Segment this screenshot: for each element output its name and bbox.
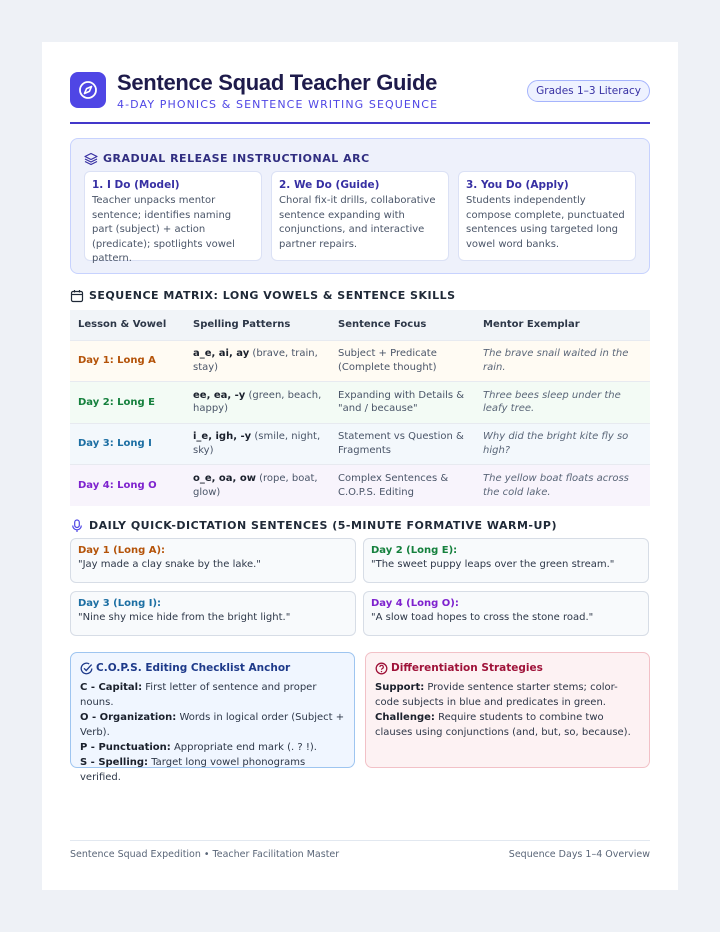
- focus-cell: Expanding with Details & "and / because": [330, 382, 475, 424]
- differentiation-challenge: [375, 710, 640, 740]
- pattern-letters: a_e, ai, ay: [193, 348, 250, 360]
- differentiation-text: Require students to combine two clauses using conjunctions (and, but, so, because).: [375, 712, 631, 738]
- cops-item-spelling: [80, 755, 345, 785]
- arc-heading-text: GRADUAL RELEASE INSTRUCTIONAL ARC: [103, 152, 370, 165]
- differentiation-support: [375, 680, 640, 710]
- table-row: [70, 340, 650, 382]
- patterns-cell: [185, 382, 330, 424]
- lesson-cell: Day 4: Long O: [70, 465, 185, 507]
- cops-text: First letter of sentence and proper nouns.: [80, 682, 317, 708]
- matrix-body: [70, 340, 650, 506]
- page: [42, 42, 678, 890]
- lesson-cell: Day 1: Long A: [70, 340, 185, 382]
- page-subtitle: 4-DAY PHONICS & SENTENCE WRITING SEQUENCE: [117, 98, 439, 111]
- differentiation-title: Differentiation Strategies: [391, 662, 543, 674]
- cops-title-row: [80, 661, 345, 677]
- cops-item-organization: [80, 710, 345, 740]
- dictation-day-label: Day 3 (Long I):: [78, 598, 162, 609]
- dictation-sentence: "The sweet puppy leaps over the green stream.": [371, 559, 615, 570]
- grade-badge: Grades 1–3 Literacy: [527, 80, 650, 102]
- table-row: [70, 382, 650, 424]
- differentiation-card: [365, 652, 650, 768]
- differentiation-term: Challenge:: [375, 712, 435, 723]
- pattern-letters: i_e, igh, -y: [193, 431, 252, 443]
- pattern-examples: (brave, train, stay): [193, 348, 318, 373]
- table-row: [70, 423, 650, 465]
- cops-item-punctuation: [80, 740, 345, 755]
- pattern-examples: (smile, night, sky): [193, 431, 321, 456]
- pattern-examples: (rope, boat, glow): [193, 473, 318, 498]
- column-header: Mentor Exemplar: [475, 310, 650, 340]
- dictation-heading-text: DAILY QUICK-DICTATION SENTENCES (5-MINUTE FORMATIVE WARM-UP): [89, 519, 558, 532]
- cops-text: Target long vowel phonograms verified.: [80, 757, 306, 783]
- compass-logo: [70, 72, 106, 108]
- differentiation-text: Provide sentence starter stems; color-code subjects in blue and predicates in green.: [375, 682, 618, 708]
- page-title: Sentence Squad Teacher Guide: [117, 70, 438, 95]
- arc-card-body: Students independently compose complete, punctuated sentences using targeted long vowel word banks.: [466, 195, 625, 250]
- cops-text: Words in logical order (Subject + Verb).: [80, 712, 345, 738]
- matrix-heading: [70, 288, 650, 304]
- dictation-heading: [70, 518, 650, 534]
- exemplar-cell: The brave snail waited in the rain.: [475, 340, 650, 382]
- lesson-cell: Day 2: Long E: [70, 382, 185, 424]
- column-header: Sentence Focus: [330, 310, 475, 340]
- dictation-card: [363, 538, 649, 583]
- dictation-day-label: Day 1 (Long A):: [78, 545, 166, 556]
- focus-cell: Complex Sentences & C.O.P.S. Editing: [330, 465, 475, 507]
- header: [70, 70, 650, 124]
- check-circle-icon: [80, 662, 93, 675]
- arc-card-body: Choral fix-it drills, collaborative sentence expanding with conjunctions, and interactive partner repairs.: [279, 195, 436, 250]
- cops-title: C.O.P.S. Editing Checklist Anchor: [96, 662, 291, 674]
- pattern-examples: (green, beach, happy): [193, 389, 322, 415]
- calendar-icon: [70, 289, 84, 303]
- table-header-row: [70, 310, 650, 340]
- differentiation-title-row: [375, 661, 640, 677]
- footer: [70, 840, 650, 860]
- patterns-cell: [185, 423, 330, 465]
- focus-cell: Statement vs Question & Fragments: [330, 423, 475, 465]
- exemplar-cell: Three bees sleep under the leafy tree.: [475, 382, 650, 424]
- arc-card-title: 1. I Do (Model): [92, 179, 180, 191]
- pattern-letters: o_e, oa, ow: [193, 473, 256, 484]
- dictation-sentence: "A slow toad hopes to cross the stone road.": [371, 612, 594, 623]
- arc-card-you-do: [458, 171, 636, 261]
- dictation-card: [70, 538, 356, 583]
- cops-checklist-card: [70, 652, 355, 783]
- dictation-sentence: "Jay made a clay snake by the lake.": [78, 559, 261, 570]
- patterns-cell: [185, 340, 330, 382]
- microphone-icon: [70, 519, 84, 533]
- dictation-card: [70, 591, 356, 636]
- arc-heading: [84, 151, 624, 167]
- column-header: Lesson & Vowel: [70, 310, 185, 340]
- arc-card-title: 3. You Do (Apply): [466, 179, 569, 191]
- arc-card-body: Teacher unpacks mentor sentence; identifies naming part (subject) + action (predicate); spotlights vowel pattern.: [92, 195, 235, 264]
- exemplar-cell: Why did the bright kite fly so high?: [475, 423, 650, 465]
- pattern-letters: ee, ea, -y: [193, 389, 246, 401]
- exemplar-cell: The yellow boat floats across the cold lake.: [475, 465, 650, 507]
- dictation-card: [363, 591, 649, 636]
- dictation-sentence: "Nine shy mice hide from the bright light.": [78, 612, 291, 623]
- help-circle-icon: [375, 662, 388, 675]
- cops-term: S - Spelling:: [80, 757, 149, 768]
- cops-term: C - Capital:: [80, 682, 143, 693]
- arc-card-i-do: [84, 171, 262, 264]
- instructional-arc-panel: [70, 138, 650, 274]
- focus-cell: Subject + Predicate (Complete thought): [330, 340, 475, 382]
- cops-term: P - Punctuation:: [80, 742, 171, 753]
- dictation-day-label: Day 2 (Long E):: [371, 545, 458, 556]
- cops-item-capital: [80, 680, 345, 710]
- cops-term: O - Organization:: [80, 712, 177, 723]
- patterns-cell: [185, 465, 330, 507]
- arc-card-title: 2. We Do (Guide): [279, 179, 380, 191]
- table-row: [70, 465, 650, 507]
- column-header: Spelling Patterns: [185, 310, 330, 340]
- differentiation-term: Support:: [375, 682, 425, 693]
- footer-left: Sentence Squad Expedition • Teacher Facilitation Master: [70, 849, 340, 860]
- footer-right: Sequence Days 1–4 Overview: [508, 849, 650, 860]
- arc-card-we-do: [271, 171, 449, 261]
- dictation-day-label: Day 4 (Long O):: [371, 598, 459, 609]
- cops-text: Appropriate end mark (. ? !).: [170, 742, 317, 753]
- matrix-heading-text: SEQUENCE MATRIX: LONG VOWELS & SENTENCE SKILLS: [89, 289, 456, 302]
- layers-icon: [84, 152, 98, 166]
- sequence-matrix-table: [70, 310, 650, 506]
- lesson-cell: Day 3: Long I: [70, 423, 185, 465]
- compass-icon: [78, 80, 98, 100]
